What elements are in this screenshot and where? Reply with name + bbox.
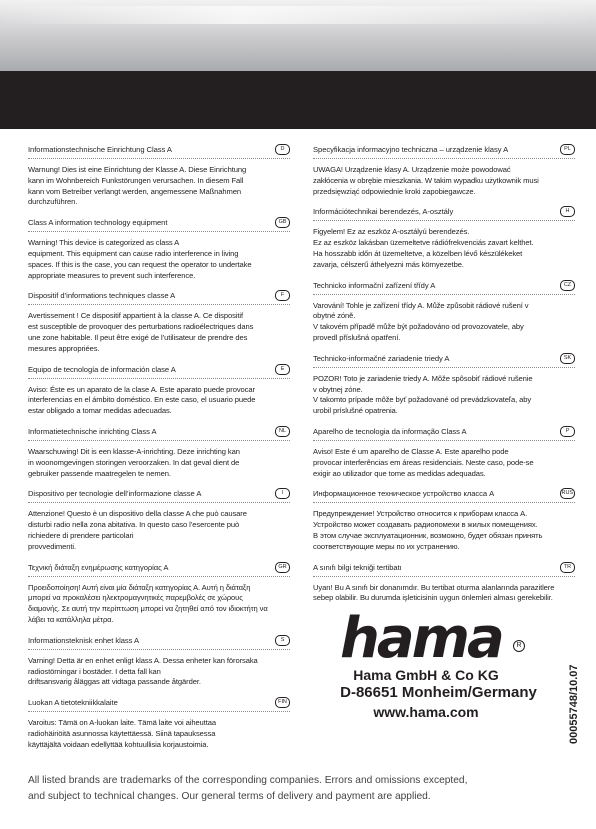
section-body: Waarschuwing! Dit is een klasse-A-inrichting. Deze inrichting kan in woonomgevingen storingen veroorzaken. In dat geval dient de gebruiker passende maatregelen te nemen. — [28, 446, 240, 478]
compliance-section — [313, 562, 575, 605]
country-code-badge: CZ — [560, 280, 575, 291]
section-heading — [28, 290, 290, 305]
country-code-badge: P — [560, 426, 575, 437]
country-code-badge: NL — [275, 426, 290, 437]
header-banner — [0, 0, 596, 71]
compliance-section — [28, 144, 290, 208]
compliance-section — [313, 280, 575, 344]
section-heading — [28, 488, 290, 503]
section-heading-text: Equipo de tecnología de información clase A — [28, 364, 176, 374]
country-code-badge: GB — [275, 217, 290, 228]
section-body: Προειδοποίηση! Αυτή είναι μία διάταξη κατηγορίας Α. Αυτή η διάταξη μπορεί να προκαλέσει ηλεκτρομαγνητικές παρεμβολές σε χώρους διαμονής. Σε αυτή την περίπτωση μπορεί να ζητηθεί από τον ιδιοκτήτη να λάβει τα κατάλληλα μέτρα. — [28, 582, 268, 624]
section-body: Warning! This device is categorized as class A equipment. This equipment can cause radio interference in living spaces. If this is the case, you can request the operator to undertake appropriate measures to prevent such interference. — [28, 238, 252, 280]
section-heading — [313, 488, 575, 503]
section-heading-text: Specyfikacja informacyjno techniczna – urządzenie klasy A — [313, 145, 509, 154]
compliance-section — [313, 488, 575, 552]
section-heading-text: Informatietechnische inrichting Class A — [28, 426, 157, 436]
compliance-section — [313, 353, 575, 417]
dark-band — [0, 71, 596, 129]
section-heading-text: Luokan A tietotekniikkalaite — [28, 698, 118, 708]
section-body: Figyelem! Ez az eszköz A-osztályú berendezés. Ez az eszköz lakásban üzemeltetve rádiófrekvenciás zavart kelthet. Ha hosszabb időn át üzemeltetve, a közelben lévő készülékeket zavarja, célszerű áthelyezni más környezetbe. — [313, 227, 534, 269]
document-number: 00055748/10.07 — [568, 664, 580, 744]
section-heading — [28, 364, 290, 379]
section-body: Avertissement ! Ce dispositif appartient à la classe A. Ce dispositif est susceptible de provoquer des perturbations radioélectriques dans une zone habitable. Il peut être exigé de l’utilisateur de prendre des mesures appropriées. — [28, 311, 254, 353]
country-code-badge: FIN — [275, 697, 290, 708]
company-address: D-86651 Monheim/Germany — [340, 684, 537, 701]
section-heading — [313, 426, 575, 441]
section-body: Aviso: Éste es un aparato de la clase A. Este aparato puede provocar interferencias en el ámbito doméstico. En este caso, el usuario puede estar obligado a tomar medidas adecuadas. — [28, 384, 256, 416]
country-code-badge: SK — [560, 353, 575, 364]
section-heading — [28, 144, 290, 159]
section-heading — [313, 353, 575, 368]
footer-disclaimer: All listed brands are trademarks of the corresponding companies. Errors and omissions excepted, and subject to technical changes. Our general terms of delivery and payment are applied. — [28, 775, 468, 802]
section-heading-text: Informationsteknisk enhet klass A — [28, 635, 140, 645]
right-column — [313, 144, 575, 613]
left-column — [28, 144, 290, 760]
compliance-section — [28, 364, 290, 417]
compliance-section — [313, 426, 575, 479]
country-code-badge: TR — [560, 562, 575, 573]
header-shine — [0, 6, 596, 24]
section-heading-text: Class A information technology equipment — [28, 218, 168, 228]
section-heading-text: Dispositivo per tecnologie dell’informazione classe A — [28, 489, 202, 499]
section-heading-text: Информационное техническое устройство класса А — [313, 489, 495, 499]
section-body: Aviso! Este é um aparelho de Classe A. Este aparelho pode provocar interferências em áreas residenciais. Neste caso, pode-se exigir ao utilizador que tome as medidas adequadas. — [313, 446, 534, 478]
country-code-badge: PL — [560, 144, 575, 155]
section-body: UWAGA! Urządzenie klasy A. Urządzenie może powodować zakłócenia w obrębie mieszkania. W takim wypadku użytkownik musi przedsięwziąć odpowiednie kroki zapobiegawcze. — [313, 165, 539, 196]
compliance-section — [28, 217, 290, 281]
section-heading — [28, 217, 290, 232]
country-code-badge: I — [275, 488, 290, 499]
country-code-badge: RUS — [560, 488, 575, 499]
section-heading-text: A sınıfı bilgi tekniği tertibatı — [313, 562, 402, 572]
section-heading — [28, 426, 290, 441]
compliance-section — [313, 144, 575, 197]
section-body: Varning! Detta är en enhet enligt klass A. Dessa enheter kan förorsaka radiostörningar i bostäder. I detta fall kan driftsansvarig åläggas att vidtaga passande åtgärder. — [28, 655, 258, 687]
section-heading — [313, 562, 575, 577]
compliance-section — [28, 488, 290, 552]
section-body: Uyarı! Bu A sınıfı bir donanımdır. Bu tertibat oturma alanlarında parazitlere sebep olabilir. Bu durumda işleticisinin uygun önlemleri alması gerekebilir. — [313, 582, 555, 603]
compliance-section — [28, 697, 290, 750]
section-heading — [28, 635, 290, 650]
hama-logo: hama — [340, 606, 502, 671]
compliance-section — [28, 562, 290, 626]
section-body: Varování! Tohle je zařízení třídy A. Může způsobit rádiové rušení v obytné zóně. V takovém případě může být požadováno od provozovatele, aby provedl příslušná opatření. — [313, 300, 529, 342]
section-heading-text: Dispositif d’informations techniques classe A — [28, 291, 176, 301]
section-body: Предупреждение! Устройство относится к приборам класса А. Устройство может создавать радиопомехи в жилых помещениях. В этом случае эксплуатационник, возможно, будет обязан принять соответствующие меры по их устранению. — [313, 509, 543, 551]
country-code-badge: S — [275, 635, 290, 646]
section-heading — [313, 144, 575, 159]
brand-block — [326, 608, 556, 728]
section-heading — [313, 206, 575, 221]
section-heading — [313, 280, 575, 295]
section-heading-text: Aparelho de tecnologia da informação Class A — [313, 426, 467, 436]
section-heading-text: Információtechnikai berendezés, A-osztály — [313, 207, 454, 217]
country-code-badge: D — [275, 144, 290, 155]
company-name: Hama GmbH & Co KG — [353, 667, 499, 683]
compliance-section — [28, 635, 290, 688]
section-heading-text: Informationstechnische Einrichtung Class A — [28, 145, 172, 154]
section-heading-text: Τεχνική διάταξη ενημέρωσης κατηγορίας Α — [28, 562, 169, 572]
compliance-section — [28, 290, 290, 354]
country-code-badge: F — [275, 290, 290, 301]
company-website[interactable]: www.hama.com — [373, 704, 479, 720]
section-body: Warnung! Dies ist eine Einrichtung der Klasse A. Diese Einrichtung kann im Wohnbereich Funkstörungen verursachen. In diesem Fall kann vom Betreiber verlangt werden, angemessene Maßnahmen durchzuführen. — [28, 165, 247, 207]
country-code-badge: H — [560, 206, 575, 217]
section-heading-text: Technicko-informačné zariadenie triedy A — [313, 353, 450, 363]
section-heading-text: Technicko informační zařízení třídy A — [313, 280, 436, 290]
country-code-badge: E — [275, 364, 290, 375]
section-heading — [28, 697, 290, 712]
compliance-section — [28, 426, 290, 479]
section-body: Varoitus: Tämä on A-luokan laite. Tämä laite voi aiheuttaa radiohäiriöitä asunnossa käytettäessä. Siinä tapauksessa käyttäjältä voidaan edellyttää kohtuullisia korjaustoimia. — [28, 718, 216, 749]
section-heading — [28, 562, 290, 577]
compliance-section — [313, 206, 575, 270]
section-body: POZOR! Toto je zariadenie triedy A. Môže spôsobiť rádiové rušenie v obytnej zóne. V takomto prípade môže byť požadované od prevádzkovateľa, aby urobil príslušné opatrenia. — [313, 373, 533, 416]
section-body: Attenzione! Questo è un dispositivo della classe A che può causare disturbi radio nella zona abitativa. In questo caso l’esercente può richiedere di prendere particolari provvedimenti. — [28, 509, 247, 551]
registered-mark: R — [513, 640, 525, 652]
country-code-badge: GR — [275, 562, 290, 573]
